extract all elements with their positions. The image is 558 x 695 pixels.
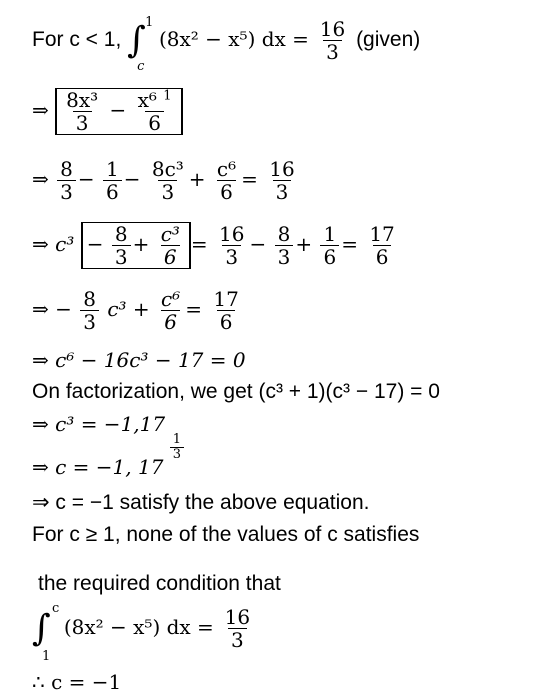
denominator: 3 bbox=[170, 447, 184, 462]
line-c-cubed: ⇒ c³ = −1,17 bbox=[32, 412, 166, 436]
numerator: 17 bbox=[369, 222, 395, 246]
denominator: 3 bbox=[275, 245, 294, 268]
denominator: 3 bbox=[112, 245, 131, 268]
denominator: 3 bbox=[57, 180, 76, 203]
upper-limit: 1 bbox=[163, 88, 172, 104]
fraction bbox=[275, 223, 294, 268]
integrand: (8x² − x⁵) dx = bbox=[63, 615, 214, 640]
fraction bbox=[158, 223, 183, 268]
denominator: 3 bbox=[273, 180, 292, 203]
numerator: 17 bbox=[213, 287, 239, 311]
text-prefix: For c < 1, bbox=[32, 28, 122, 52]
middle-term: c³ + bbox=[107, 297, 150, 321]
upper-limit: c bbox=[52, 600, 60, 616]
fractional-exponent bbox=[170, 433, 184, 463]
fraction bbox=[135, 89, 175, 134]
operator: − bbox=[109, 98, 127, 122]
integral-sign-icon: ∫ bbox=[127, 19, 146, 61]
line-equation: ⇒ c⁶ − 16c³ − 17 = 0 bbox=[32, 348, 246, 372]
fraction bbox=[112, 223, 131, 268]
denominator: 6 bbox=[145, 111, 164, 134]
numerator: 16 bbox=[219, 222, 245, 246]
line-antiderivative bbox=[32, 88, 183, 135]
numerator: 16 bbox=[319, 17, 346, 41]
integrand: (8x² − x⁵) dx = bbox=[158, 27, 309, 52]
fraction bbox=[266, 158, 297, 203]
implies-arrow: ⇒ c³ bbox=[32, 232, 75, 256]
line-polynomial-form: ⇒ − $\frac{8}{3}$ c³ + $\frac{\text{c⁶}}{6}$ = $\frac{17}{6}$ bbox=[32, 288, 244, 333]
numerator: 8 bbox=[277, 222, 291, 246]
fraction bbox=[57, 158, 76, 203]
lower-limit: 1 bbox=[42, 648, 51, 664]
numerator: c⁶ bbox=[161, 287, 181, 311]
denominator: 3 bbox=[80, 310, 99, 333]
numerator: 8 bbox=[60, 157, 73, 181]
numerator: c³ bbox=[160, 222, 180, 246]
denominator: 6 bbox=[217, 180, 236, 203]
fraction bbox=[80, 288, 99, 333]
fraction bbox=[63, 89, 101, 134]
numerator: 8c³ bbox=[151, 157, 184, 181]
numerator: 1 bbox=[172, 432, 182, 447]
implies-arrow: ⇒ bbox=[32, 167, 49, 191]
fraction bbox=[103, 158, 122, 203]
line-factorization: On factorization, we get (c³ + 1)(c³ − 17) = 0 bbox=[32, 380, 440, 403]
text-given: (given) bbox=[356, 28, 421, 52]
numerator bbox=[135, 89, 175, 111]
integral-sign-icon: ∫ bbox=[32, 607, 51, 649]
denominator: 6 bbox=[373, 245, 392, 268]
fraction bbox=[366, 223, 397, 268]
denominator: 6 bbox=[161, 310, 180, 333]
denominator: 3 bbox=[323, 40, 342, 63]
numerator: 8 bbox=[83, 287, 96, 311]
line-rearranged: ⇒ c³ − $\frac{8}{3}$ + $\frac{\text{c³}}{6}$ = $\frac{16}{3}$ − $\frac{8}{3}$ + $\frac{1}{6}$ = $\frac{17}{6}$ bbox=[32, 222, 400, 269]
fraction bbox=[210, 288, 241, 333]
line-condition-integral bbox=[32, 600, 255, 664]
numerator: 1 bbox=[105, 157, 119, 181]
fraction bbox=[222, 606, 253, 651]
line-substitution: ⇒ $\frac{8}{3}$ − $\frac{1}{6}$ − $\frac{\text{8c³}}{3}$ + $\frac{\text{c⁶}}{6}$ = $\frac{16}{3}$ bbox=[32, 158, 300, 203]
denominator: 6 bbox=[161, 245, 180, 268]
numerator: 8x³ bbox=[66, 88, 99, 112]
fraction bbox=[149, 158, 187, 203]
c-values-text: ⇒ c = −1, 17 bbox=[32, 455, 164, 479]
fraction bbox=[320, 223, 339, 268]
upper-limit: 1 bbox=[145, 14, 154, 30]
implies-arrow: ⇒ bbox=[32, 98, 49, 122]
denominator: 3 bbox=[158, 180, 177, 203]
numerator: c⁶ bbox=[216, 157, 237, 181]
line-given-integral bbox=[32, 14, 421, 74]
denominator: 3 bbox=[222, 245, 241, 268]
lower-limit: c bbox=[137, 58, 145, 74]
fraction bbox=[317, 18, 348, 63]
denominator: 6 bbox=[103, 180, 122, 203]
fraction bbox=[214, 158, 239, 203]
denominator: 6 bbox=[217, 310, 236, 333]
numerator: 1 bbox=[323, 222, 337, 246]
denominator: 3 bbox=[73, 111, 92, 134]
numerator-term: x⁶ bbox=[137, 88, 157, 112]
fraction bbox=[216, 223, 247, 268]
line-c-values bbox=[32, 432, 186, 485]
numerator: 16 bbox=[269, 157, 295, 181]
line-final-answer: ∴ c = −1 bbox=[32, 670, 122, 694]
numerator: 8 bbox=[114, 222, 128, 246]
denominator: 6 bbox=[320, 245, 339, 268]
line-conclusion-1: ⇒ c = −1 satisfy the above equation. bbox=[32, 491, 370, 514]
implies-arrow: ⇒ − bbox=[32, 297, 72, 321]
numerator: 16 bbox=[224, 605, 251, 629]
bracket-expression: − $\frac{8}{3}$ + $\frac{\text{c³}}{6}$ bbox=[81, 222, 191, 269]
bracket-expression bbox=[55, 88, 182, 135]
line-case-c-ge-1: For c ≥ 1, none of the values of c satisfies bbox=[32, 523, 420, 546]
line-required-condition: the required condition that bbox=[38, 572, 281, 595]
denominator: 3 bbox=[228, 628, 247, 651]
fraction bbox=[158, 288, 183, 333]
